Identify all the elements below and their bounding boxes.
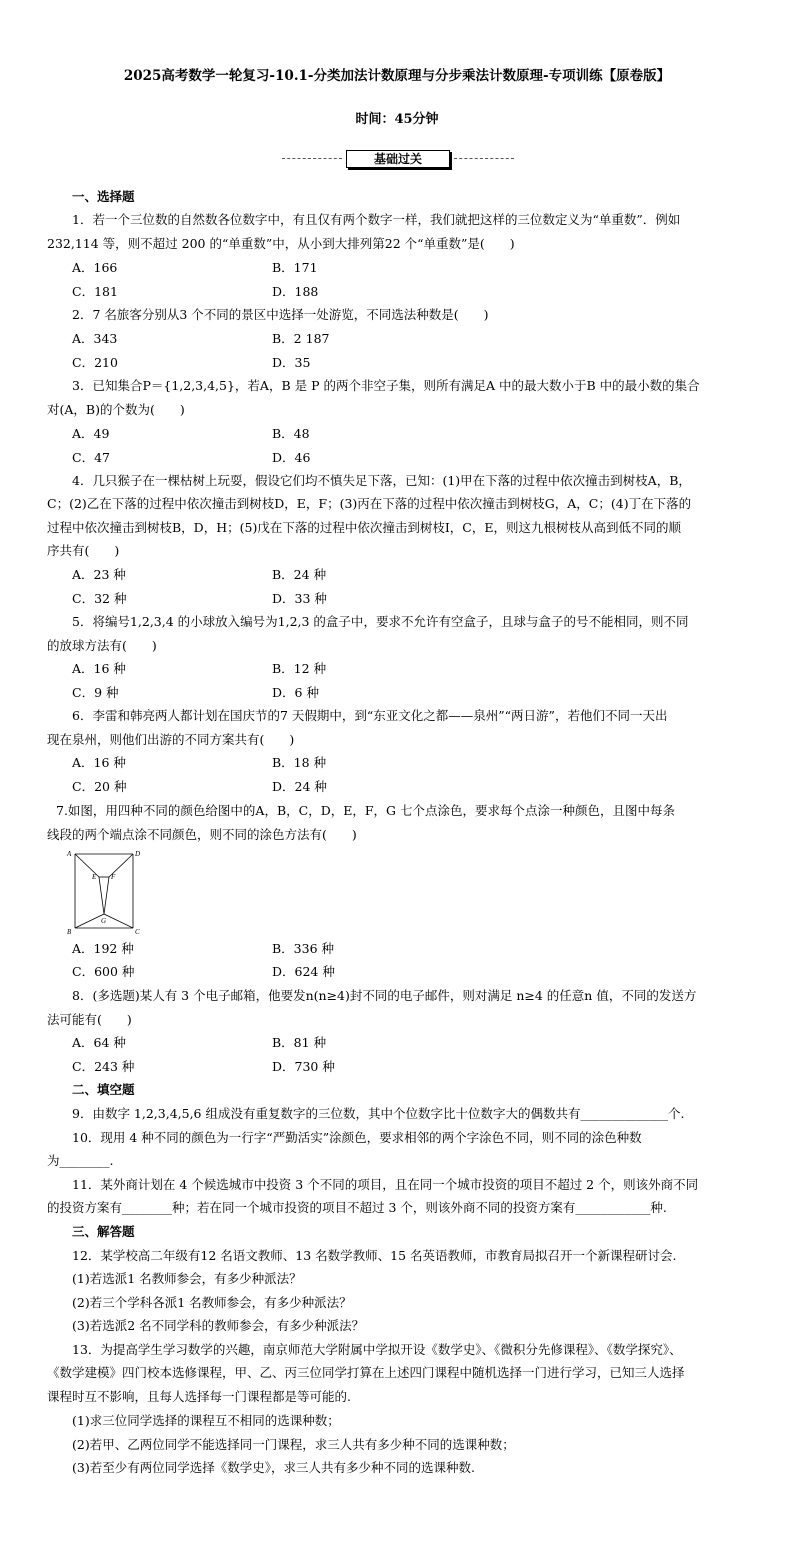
q6-line2: 现在泉州，则他们出游的不同方案共有( ) — [47, 732, 295, 747]
q1-line2: 232,114 等，则不超过 200 的“单重数”中，从小到大排列第22 个“单重数”是( ) — [47, 236, 515, 251]
q4-option-c: C．32 种 — [72, 591, 127, 606]
q13-part1: (1)求三位同学选择的课程互不相同的选课种数； — [72, 1413, 340, 1428]
q1-option-d: D．188 — [272, 284, 319, 299]
q1-line1: 1．若一个三位数的自然数各位数字中，有且仅有两个数字一样，我们就把这样的三位数定义为“单重数”．例如 — [72, 212, 681, 227]
banner-label: 基础过关 — [346, 150, 450, 168]
q7-line2: 线段的两个端点涂不同颜色，则不同的涂色方法有( ) — [47, 827, 357, 842]
q7-point-label-g: G — [101, 917, 107, 925]
q4-line4: 序共有( ) — [47, 543, 120, 558]
section-heading-fill: 二、填空题 — [72, 1082, 135, 1097]
q9-line1: 9．由数字 1,2,3,4,5,6 组成没有重复数字的三位数，其中个位数字比十位数字大的偶数共有______________个. — [72, 1106, 685, 1121]
q5-option-d: D．6 种 — [272, 685, 319, 700]
q5-option-a: A．16 种 — [72, 661, 126, 676]
q10-line2: 为________. — [47, 1153, 114, 1168]
q12-part2: (2)若三个学科各派1 名教师参会，有多少种派法？ — [72, 1295, 352, 1310]
q8-option-a: A．64 种 — [72, 1035, 126, 1050]
q7-point-label-b: B — [67, 928, 72, 936]
q2-option-d: D．35 — [272, 355, 311, 370]
q3-option-b: B．48 — [272, 426, 310, 441]
q13-part2: (2)若甲、乙两位同学不能选择同一门课程，求三人共有多少种不同的选课种数； — [72, 1437, 515, 1452]
q13-line2: 《数学建模》四门校本选修课程，甲、乙、丙三位同学打算在上述四门课程中随机选择一门进行学习，已知三人选择 — [47, 1365, 685, 1380]
q7-option-d: D．624 种 — [272, 964, 335, 979]
q2-option-b: B．2 187 — [272, 331, 330, 346]
q11-line1: 11．某外商计划在 4 个候选城市中投资 3 个不同的项目，且在同一个城市投资的项目不超过 2 个，则该外商不同 — [72, 1177, 699, 1192]
q13-line3: 课程时互不影响，且每人选择每一门课程都是等可能的. — [47, 1389, 351, 1404]
section-heading-choice: 一、选择题 — [72, 189, 135, 204]
section-banner — [282, 150, 514, 168]
q4-option-b: B．24 种 — [272, 567, 327, 582]
q7-graph-figure — [64, 846, 146, 936]
q10-line1: 10．现用 4 种不同的颜色为一行字“严勤活实”涂颜色，要求相邻的两个字涂色不同，则不同的涂色种数 — [72, 1130, 642, 1145]
q12-line1: 12．某学校高二年级有12 名语文教师、13 名数学教师、15 名英语教师，市教育局拟召开一个新课程研讨会. — [72, 1248, 677, 1263]
q1-option-a: A．166 — [72, 260, 118, 275]
q5-line2: 的放球方法有( ) — [47, 638, 157, 653]
q7-option-b: B．336 种 — [272, 941, 335, 956]
q6-option-d: D．24 种 — [272, 779, 327, 794]
q8-option-b: B．81 种 — [272, 1035, 327, 1050]
q5-option-b: B．12 种 — [272, 661, 327, 676]
q7-line1: 7.如图，用四种不同的颜色给图中的A，B，C，D，E，F，G 七个点涂色，要求每个点涂一种颜色，且图中每条 — [56, 803, 675, 818]
q4-line3: 过程中依次撞击到树枝B，D，H；(5)戊在下落的过程中依次撞击到树枝I，C，E，则这九根树枝从高到低不同的顺 — [47, 520, 681, 535]
q7-point-label-c: C — [135, 928, 140, 936]
q3-option-a: A．49 — [72, 426, 110, 441]
q12-part1: (1)若选派1 名教师参会，有多少种派法？ — [72, 1271, 302, 1286]
q13-part3: (3)若至少有两位同学选择《数学史》，求三人共有多少种不同的选课种数. — [72, 1460, 475, 1475]
q3-option-c: C．47 — [72, 450, 110, 465]
q2-option-a: A．343 — [72, 331, 118, 346]
q7-point-label-a: A — [67, 850, 72, 858]
q2-option-c: C．210 — [72, 355, 118, 370]
q3-option-d: D．46 — [272, 450, 311, 465]
q8-option-d: D．730 种 — [272, 1059, 335, 1074]
q7-point-label-f: F — [111, 873, 116, 881]
q13-line1: 13．为提高学生学习数学的兴趣，南京师范大学附属中学拟开设《数学史》、《微积分先修课程》、《数学探究》、 — [72, 1342, 682, 1357]
q5-option-c: C．9 种 — [72, 685, 119, 700]
q4-line2: C；(2)乙在下落的过程中依次撞击到树枝D，E，F；(3)丙在下落的过程中依次撞击到树枝G，A，C；(4)丁在下落的 — [47, 496, 692, 511]
q7-point-label-e: E — [92, 873, 97, 881]
q6-line1: 6．李雷和韩亮两人都计划在国庆节的7 天假期中，到“东亚文化之都——泉州”“两日游”，若他们不同一天出 — [72, 708, 668, 723]
q1-option-c: C．181 — [72, 284, 118, 299]
section-heading-answer: 三、解答题 — [72, 1224, 135, 1239]
q12-part3: (3)若选派2 名不同学科的教师参会，有多少种派法？ — [72, 1318, 365, 1333]
time-limit: 时间：45分钟 — [355, 112, 439, 127]
banner-divider-right — [454, 158, 514, 159]
q4-option-a: A．23 种 — [72, 567, 126, 582]
q6-option-a: A．16 种 — [72, 755, 126, 770]
q3-line1: 3．已知集合P＝{1,2,3,4,5}，若A，B 是 P 的两个非空子集，则所有满足A 中的最大数小于B 中的最小数的集合 — [72, 378, 700, 393]
document-title: 2025高考数学一轮复习-10.1-分类加法计数原理与分步乘法计数原理-专项训练【原卷版】 — [123, 68, 671, 84]
q4-line1: 4．几只猴子在一棵枯树上玩耍，假设它们均不慎失足下落，已知：(1)甲在下落的过程中依次撞击到树枝A，B， — [72, 473, 691, 488]
q3-line2: 对(A，B)的个数为( ) — [47, 402, 185, 417]
banner-divider-left — [282, 158, 342, 159]
q8-line1: 8．(多选题)某人有 3 个电子邮箱，他要发n(n≥4)封不同的电子邮件，则对满足 n≥4 的任意n 值，不同的发送方 — [72, 988, 697, 1003]
q7-option-c: C．600 种 — [72, 964, 135, 979]
q8-option-c: C．243 种 — [72, 1059, 135, 1074]
q2-line1: 2．7 名旅客分别从3 个不同的景区中选择一处游览，不同选法种数是( ) — [72, 307, 489, 322]
q8-line2: 法可能有( ) — [47, 1012, 132, 1027]
q4-option-d: D．33 种 — [272, 591, 327, 606]
q6-option-b: B．18 种 — [272, 755, 327, 770]
q6-option-c: C．20 种 — [72, 779, 127, 794]
q7-option-a: A．192 种 — [72, 941, 134, 956]
q1-option-b: B．171 — [272, 260, 318, 275]
q5-line1: 5．将编号1,2,3,4 的小球放入编号为1,2,3 的盒子中，要求不允许有空盒子，且球与盒子的号不能相同，则不同 — [72, 614, 689, 629]
q7-point-label-d: D — [135, 850, 141, 858]
q11-line2: 的投资方案有________种；若在同一个城市投资的项目不超过 3 个，则该外商不同的投资方案有____________种. — [47, 1200, 667, 1215]
